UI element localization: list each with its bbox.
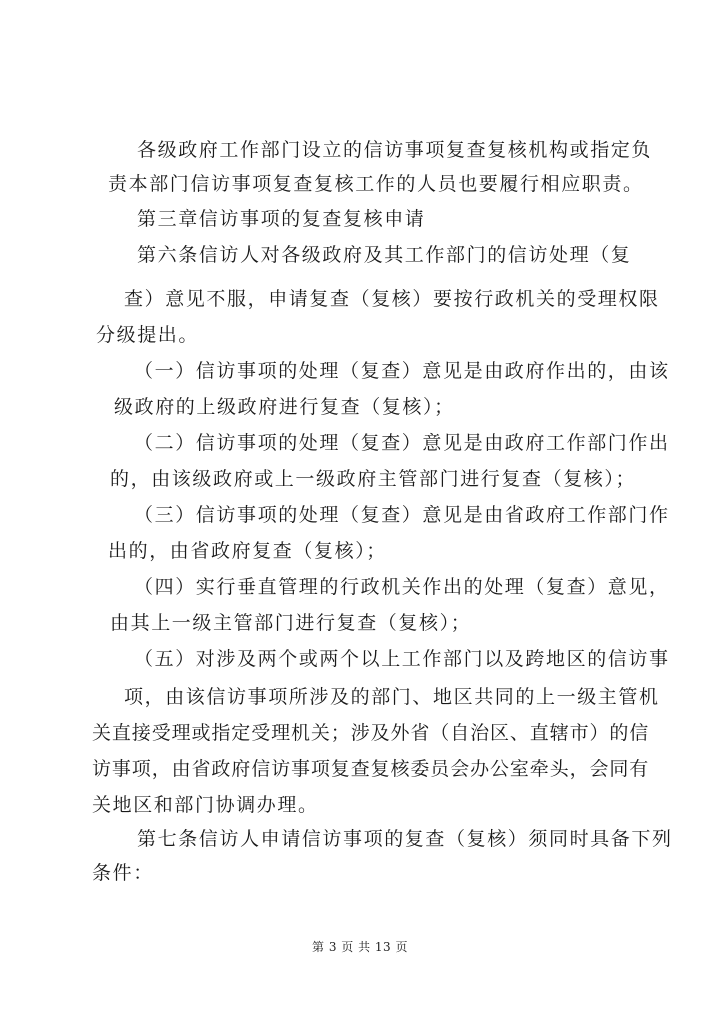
text-line: （二）信访事项的处理（复查）意见是由政府工作部门作出	[134, 432, 670, 454]
text-line: 的，由该级政府或上一级政府主管部门进行复查（复核）；	[110, 468, 637, 490]
text-line: 级政府的上级政府进行复查（复核）；	[114, 396, 455, 418]
text-line: （五）对涉及两个或两个以上工作部门以及跨地区的信访事	[134, 648, 670, 670]
text-line: 项，由该信访事项所涉及的部门、地区共同的上一级主管机	[124, 686, 660, 708]
text-line: 由其上一级主管部门进行复查（复核）；	[110, 612, 472, 634]
page-number: 第 3 页 共 13 页	[312, 940, 408, 954]
text-line: 责本部门信访事项复查复核工作的人员也要履行相应职责。	[108, 173, 644, 195]
section-heading: 第三章信访事项的复查复核申请	[137, 208, 426, 230]
text-line: 分级提出。	[96, 324, 200, 346]
text-line: 条件：	[92, 862, 154, 884]
text-line: 出的，由省政府复查（复核）；	[108, 540, 387, 562]
text-line: 关地区和部门协调办理。	[92, 794, 319, 816]
text-line: 各级政府工作部门设立的信访事项复查复核机构或指定负	[137, 139, 653, 161]
text-line: 第七条信访人申请信访事项的复查（复核）须同时具备下列	[137, 828, 673, 850]
text-line: （一）信访事项的处理（复查）意见是由政府作出的，由该	[134, 360, 670, 382]
text-line: 第六条信访人对各级政府及其工作部门的信访处理（复	[137, 244, 632, 266]
text-line: （四）实行垂直管理的行政机关作出的处理（复查）意见，	[134, 576, 670, 598]
text-line: （三）信访事项的处理（复查）意见是由省政府工作部门作	[134, 504, 670, 526]
text-line: 查）意见不服，申请复查（复核）要按行政机关的受理权限	[124, 288, 660, 310]
text-line: 访事项，由省政府信访事项复查复核委员会办公室牵头，会同有	[92, 758, 650, 780]
text-line: 关直接受理或指定受理机关；涉及外省（自治区、直辖市）的信	[92, 722, 650, 744]
